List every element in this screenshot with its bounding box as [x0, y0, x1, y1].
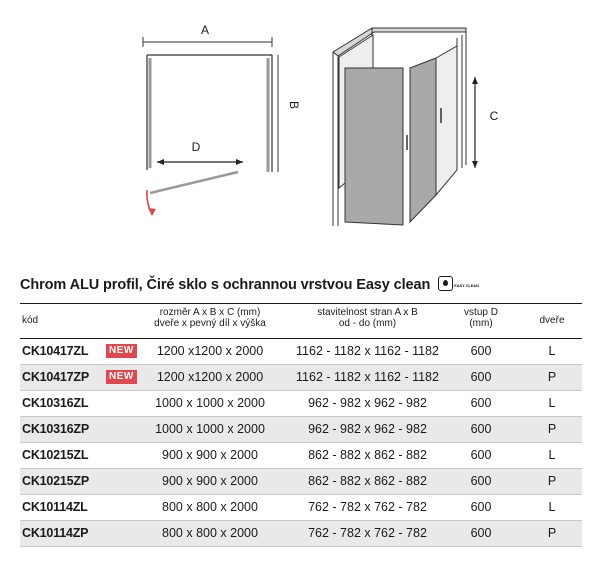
header-adjustability: [285, 308, 450, 329]
entry-value: 600: [470, 344, 492, 358]
product-code: CK10417ZL: [22, 344, 89, 358]
door-side-value: P: [547, 526, 557, 540]
water-drop-icon: [438, 276, 453, 291]
header-entry-line2: (mm): [469, 317, 493, 329]
entry-value: 600: [470, 500, 492, 514]
enclosure-diagrams: [0, 0, 600, 260]
header-size-line2: dveře x pevný díl x výška: [154, 317, 266, 329]
size-value: 800 x 800 x 2000: [162, 500, 258, 514]
header-adj-line2: od - do (mm): [338, 317, 397, 329]
product-table: [20, 303, 582, 547]
size-value: 900 x 900 x 2000: [162, 448, 258, 462]
entry-value: 600: [470, 396, 492, 410]
table-row: [20, 339, 582, 365]
entry-value: 600: [470, 370, 492, 384]
door-side-value: L: [548, 500, 556, 514]
adjustability-value: 762 - 782 x 762 - 782: [308, 500, 427, 514]
new-badge: NEW: [106, 344, 137, 358]
product-title: [20, 276, 479, 293]
entry-value: 600: [470, 474, 492, 488]
adjustability-value: 862 - 882 x 862 - 882: [308, 448, 427, 462]
header-entry: [456, 308, 506, 329]
entry-value: 600: [470, 448, 492, 462]
adjustability-value: 1162 - 1182 x 1162 - 1182: [296, 370, 439, 384]
size-value: 1000 x 1000 x 2000: [155, 396, 265, 410]
size-value: 1200 x1200 x 2000: [156, 370, 264, 384]
door-side-value: L: [548, 396, 556, 410]
product-code: CK10114ZL: [22, 500, 88, 514]
perspective-view-diagram: [333, 28, 478, 226]
size-value: 1000 x 1000 x 2000: [155, 422, 265, 436]
table-header: [20, 303, 582, 339]
header-size: [140, 308, 280, 329]
product-title-text: Chrom ALU profil, Čiré sklo s ochrannou vrstvou Easy clean: [20, 277, 431, 293]
table-row: [20, 521, 582, 547]
dimension-b-label: B: [287, 100, 301, 110]
size-value: 1200 x1200 x 2000: [156, 344, 264, 358]
header-code: kód: [22, 315, 39, 326]
dimension-c-label: C: [489, 109, 499, 123]
door-side-value: L: [548, 344, 556, 358]
product-code: CK10215ZP: [22, 474, 89, 488]
table-row: [20, 495, 582, 521]
door-side-value: P: [547, 422, 557, 436]
table-body: [20, 339, 582, 547]
table-row: [20, 365, 582, 391]
header-size-line1: rozměr A x B x C (mm): [159, 307, 261, 318]
adjustability-value: 962 - 982 x 962 - 982: [308, 422, 427, 436]
product-code: CK10316ZP: [22, 422, 89, 436]
dimension-a-label: A: [200, 23, 210, 37]
door-side-value: L: [548, 448, 556, 462]
header-door: dveře: [539, 315, 565, 326]
adjustability-value: 862 - 882 x 862 - 882: [308, 474, 427, 488]
adjustability-value: 1162 - 1182 x 1162 - 1182: [296, 344, 439, 358]
header-adj-line1: stavitelnost stran A x B: [317, 307, 418, 318]
table-row: [20, 417, 582, 443]
size-value: 900 x 900 x 2000: [162, 474, 258, 488]
product-code: CK10114ZP: [22, 526, 89, 540]
door-side-value: P: [547, 370, 557, 384]
entry-value: 600: [470, 526, 492, 540]
product-code: CK10215ZL: [22, 448, 89, 462]
entry-value: 600: [470, 422, 492, 436]
adjustability-value: 962 - 982 x 962 - 982: [308, 396, 427, 410]
plan-view-diagram: [143, 37, 278, 216]
product-code: CK10316ZL: [22, 396, 89, 410]
door-side-value: P: [547, 474, 557, 488]
header-entry-line1: vstup D: [464, 307, 498, 318]
table-row: [20, 391, 582, 417]
size-value: 800 x 800 x 2000: [162, 526, 258, 540]
new-badge: NEW: [106, 370, 137, 384]
easy-clean-icon-text: EASY CLEAN: [454, 283, 479, 288]
adjustability-value: 762 - 782 x 762 - 782: [308, 526, 427, 540]
table-row: [20, 443, 582, 469]
dimension-d-label: D: [191, 140, 201, 154]
product-code: CK10417ZP: [22, 370, 89, 384]
table-row: [20, 469, 582, 495]
